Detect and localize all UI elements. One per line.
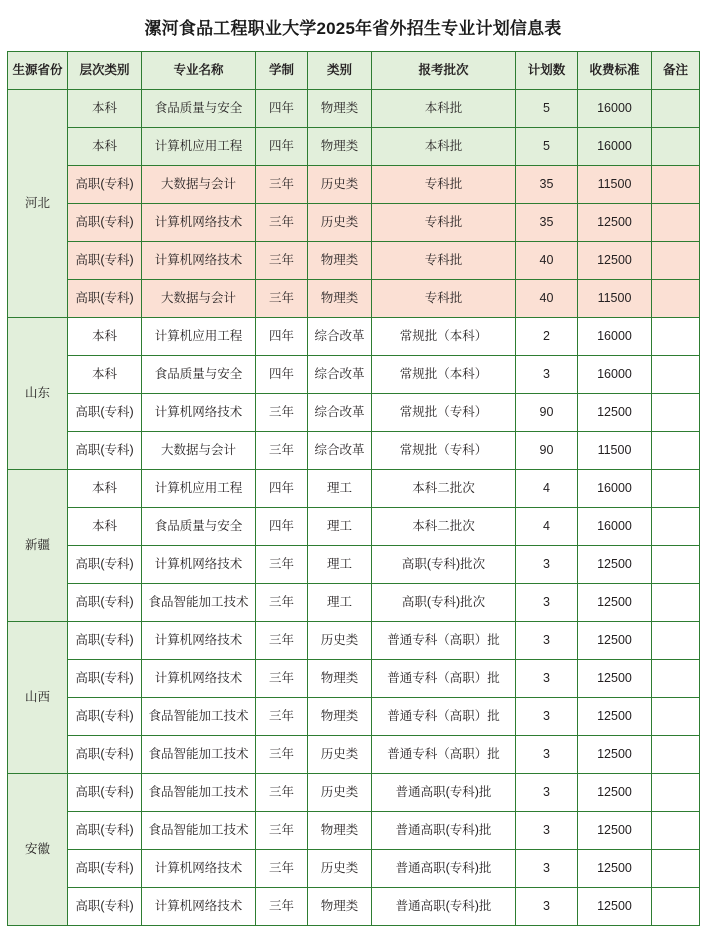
table-row [8, 394, 700, 432]
fee-cell: 16000 [578, 356, 652, 394]
fee-cell: 16000 [578, 90, 652, 128]
plan-count-cell: 3 [516, 850, 578, 888]
batch-cell: 高职(专科)批次 [372, 546, 516, 584]
fee-cell: 12500 [578, 584, 652, 622]
fee-cell: 11500 [578, 280, 652, 318]
table-row [8, 128, 700, 166]
plan-count-cell: 40 [516, 242, 578, 280]
major-cell: 食品智能加工技术 [142, 736, 256, 774]
table-row [8, 166, 700, 204]
plan-count-cell: 35 [516, 166, 578, 204]
province-cell: 安徽 [8, 774, 68, 926]
note-cell [652, 622, 700, 660]
level-cell: 高职(专科) [68, 698, 142, 736]
fee-cell: 12500 [578, 394, 652, 432]
table-row [8, 736, 700, 774]
category-cell: 综合改革 [308, 394, 372, 432]
column-header-note: 备注 [652, 52, 700, 90]
plan-count-cell: 3 [516, 812, 578, 850]
table-header [8, 52, 700, 90]
note-cell [652, 546, 700, 584]
major-cell: 计算机网络技术 [142, 394, 256, 432]
category-cell: 历史类 [308, 736, 372, 774]
category-cell: 综合改革 [308, 318, 372, 356]
column-header-years: 学制 [256, 52, 308, 90]
batch-cell: 常规批（专科） [372, 394, 516, 432]
batch-cell: 普通高职(专科)批 [372, 888, 516, 926]
major-cell: 计算机网络技术 [142, 888, 256, 926]
category-cell: 综合改革 [308, 356, 372, 394]
category-cell: 物理类 [308, 812, 372, 850]
years-cell: 三年 [256, 888, 308, 926]
major-cell: 大数据与会计 [142, 280, 256, 318]
table-row [8, 242, 700, 280]
years-cell: 三年 [256, 850, 308, 888]
fee-cell: 12500 [578, 812, 652, 850]
years-cell: 三年 [256, 432, 308, 470]
fee-cell: 16000 [578, 470, 652, 508]
years-cell: 三年 [256, 736, 308, 774]
level-cell: 高职(专科) [68, 546, 142, 584]
note-cell [652, 470, 700, 508]
table-row [8, 204, 700, 242]
major-cell: 计算机网络技术 [142, 850, 256, 888]
years-cell: 四年 [256, 470, 308, 508]
batch-cell: 普通专科（高职）批 [372, 622, 516, 660]
fee-cell: 12500 [578, 660, 652, 698]
batch-cell: 专科批 [372, 204, 516, 242]
table-row [8, 280, 700, 318]
note-cell [652, 698, 700, 736]
level-cell: 本科 [68, 508, 142, 546]
level-cell: 高职(专科) [68, 584, 142, 622]
category-cell: 历史类 [308, 850, 372, 888]
category-cell: 理工 [308, 584, 372, 622]
major-cell: 计算机应用工程 [142, 470, 256, 508]
province-cell: 山东 [8, 318, 68, 470]
category-cell: 理工 [308, 508, 372, 546]
major-cell: 计算机网络技术 [142, 204, 256, 242]
major-cell: 计算机网络技术 [142, 546, 256, 584]
column-header-fee: 收费标准 [578, 52, 652, 90]
category-cell: 历史类 [308, 622, 372, 660]
note-cell [652, 888, 700, 926]
note-cell [652, 508, 700, 546]
level-cell: 高职(专科) [68, 432, 142, 470]
note-cell [652, 204, 700, 242]
level-cell: 高职(专科) [68, 736, 142, 774]
plan-count-cell: 40 [516, 280, 578, 318]
table-row [8, 584, 700, 622]
major-cell: 食品智能加工技术 [142, 584, 256, 622]
category-cell: 物理类 [308, 280, 372, 318]
note-cell [652, 774, 700, 812]
years-cell: 四年 [256, 356, 308, 394]
column-header-batch: 报考批次 [372, 52, 516, 90]
plan-count-cell: 4 [516, 470, 578, 508]
table-body [8, 90, 700, 926]
table-row [8, 660, 700, 698]
years-cell: 三年 [256, 242, 308, 280]
province-cell: 河北 [8, 90, 68, 318]
years-cell: 三年 [256, 660, 308, 698]
plan-count-cell: 4 [516, 508, 578, 546]
fee-cell: 16000 [578, 128, 652, 166]
note-cell [652, 584, 700, 622]
note-cell [652, 432, 700, 470]
batch-cell: 常规批（本科） [372, 356, 516, 394]
major-cell: 计算机应用工程 [142, 128, 256, 166]
batch-cell: 本科二批次 [372, 508, 516, 546]
fee-cell: 12500 [578, 736, 652, 774]
category-cell: 物理类 [308, 242, 372, 280]
fee-cell: 12500 [578, 774, 652, 812]
batch-cell: 普通高职(专科)批 [372, 774, 516, 812]
batch-cell: 普通高职(专科)批 [372, 850, 516, 888]
years-cell: 三年 [256, 204, 308, 242]
column-header-level: 层次类别 [68, 52, 142, 90]
plan-count-cell: 5 [516, 90, 578, 128]
batch-cell: 本科批 [372, 90, 516, 128]
category-cell: 理工 [308, 470, 372, 508]
note-cell [652, 280, 700, 318]
batch-cell: 普通专科（高职）批 [372, 698, 516, 736]
fee-cell: 11500 [578, 432, 652, 470]
years-cell: 四年 [256, 318, 308, 356]
years-cell: 四年 [256, 508, 308, 546]
years-cell: 三年 [256, 546, 308, 584]
column-header-province: 生源省份 [8, 52, 68, 90]
major-cell: 计算机应用工程 [142, 318, 256, 356]
batch-cell: 普通专科（高职）批 [372, 660, 516, 698]
batch-cell: 专科批 [372, 280, 516, 318]
table-header-row [8, 52, 700, 90]
level-cell: 高职(专科) [68, 850, 142, 888]
category-cell: 历史类 [308, 166, 372, 204]
category-cell: 综合改革 [308, 432, 372, 470]
category-cell: 物理类 [308, 698, 372, 736]
years-cell: 三年 [256, 394, 308, 432]
enrollment-plan-table [7, 51, 700, 926]
fee-cell: 16000 [578, 318, 652, 356]
fee-cell: 16000 [578, 508, 652, 546]
table-row [8, 888, 700, 926]
category-cell: 物理类 [308, 90, 372, 128]
note-cell [652, 128, 700, 166]
level-cell: 本科 [68, 470, 142, 508]
table-row [8, 90, 700, 128]
major-cell: 食品智能加工技术 [142, 774, 256, 812]
note-cell [652, 242, 700, 280]
batch-cell: 专科批 [372, 166, 516, 204]
years-cell: 三年 [256, 622, 308, 660]
table-row [8, 812, 700, 850]
batch-cell: 常规批（专科） [372, 432, 516, 470]
category-cell: 理工 [308, 546, 372, 584]
batch-cell: 普通高职(专科)批 [372, 812, 516, 850]
major-cell: 食品智能加工技术 [142, 698, 256, 736]
fee-cell: 12500 [578, 622, 652, 660]
level-cell: 高职(专科) [68, 204, 142, 242]
category-cell: 历史类 [308, 204, 372, 242]
years-cell: 三年 [256, 812, 308, 850]
table-row [8, 432, 700, 470]
note-cell [652, 812, 700, 850]
province-cell: 新疆 [8, 470, 68, 622]
major-cell: 食品质量与安全 [142, 90, 256, 128]
table-row [8, 850, 700, 888]
level-cell: 高职(专科) [68, 888, 142, 926]
major-cell: 大数据与会计 [142, 432, 256, 470]
category-cell: 物理类 [308, 128, 372, 166]
note-cell [652, 736, 700, 774]
plan-count-cell: 3 [516, 660, 578, 698]
category-cell: 物理类 [308, 888, 372, 926]
major-cell: 大数据与会计 [142, 166, 256, 204]
batch-cell: 常规批（本科） [372, 318, 516, 356]
plan-count-cell: 3 [516, 584, 578, 622]
fee-cell: 12500 [578, 242, 652, 280]
batch-cell: 专科批 [372, 242, 516, 280]
major-cell: 食品质量与安全 [142, 508, 256, 546]
level-cell: 本科 [68, 318, 142, 356]
table-row [8, 508, 700, 546]
major-cell: 计算机网络技术 [142, 622, 256, 660]
major-cell: 食品智能加工技术 [142, 812, 256, 850]
plan-count-cell: 3 [516, 774, 578, 812]
province-cell: 山西 [8, 622, 68, 774]
level-cell: 高职(专科) [68, 166, 142, 204]
plan-count-cell: 90 [516, 394, 578, 432]
fee-cell: 12500 [578, 850, 652, 888]
years-cell: 三年 [256, 280, 308, 318]
level-cell: 高职(专科) [68, 394, 142, 432]
column-header-major: 专业名称 [142, 52, 256, 90]
fee-cell: 12500 [578, 698, 652, 736]
plan-count-cell: 3 [516, 888, 578, 926]
table-row [8, 622, 700, 660]
years-cell: 四年 [256, 128, 308, 166]
fee-cell: 12500 [578, 546, 652, 584]
level-cell: 高职(专科) [68, 280, 142, 318]
major-cell: 计算机网络技术 [142, 660, 256, 698]
note-cell [652, 166, 700, 204]
plan-count-cell: 5 [516, 128, 578, 166]
years-cell: 三年 [256, 698, 308, 736]
level-cell: 高职(专科) [68, 774, 142, 812]
batch-cell: 高职(专科)批次 [372, 584, 516, 622]
plan-count-cell: 35 [516, 204, 578, 242]
note-cell [652, 850, 700, 888]
plan-count-cell: 90 [516, 432, 578, 470]
plan-count-cell: 3 [516, 622, 578, 660]
fee-cell: 11500 [578, 166, 652, 204]
note-cell [652, 90, 700, 128]
years-cell: 三年 [256, 584, 308, 622]
level-cell: 本科 [68, 90, 142, 128]
plan-count-cell: 3 [516, 546, 578, 584]
category-cell: 历史类 [308, 774, 372, 812]
level-cell: 本科 [68, 356, 142, 394]
batch-cell: 本科批 [372, 128, 516, 166]
major-cell: 食品质量与安全 [142, 356, 256, 394]
plan-count-cell: 2 [516, 318, 578, 356]
table-row [8, 546, 700, 584]
table-row [8, 318, 700, 356]
level-cell: 高职(专科) [68, 812, 142, 850]
column-header-category: 类别 [308, 52, 372, 90]
note-cell [652, 394, 700, 432]
table-row [8, 698, 700, 736]
category-cell: 物理类 [308, 660, 372, 698]
batch-cell: 本科二批次 [372, 470, 516, 508]
plan-count-cell: 3 [516, 356, 578, 394]
table-row [8, 470, 700, 508]
fee-cell: 12500 [578, 204, 652, 242]
table-row [8, 774, 700, 812]
note-cell [652, 356, 700, 394]
years-cell: 四年 [256, 90, 308, 128]
years-cell: 三年 [256, 774, 308, 812]
level-cell: 高职(专科) [68, 660, 142, 698]
note-cell [652, 318, 700, 356]
plan-count-cell: 3 [516, 698, 578, 736]
note-cell [652, 660, 700, 698]
batch-cell: 普通专科（高职）批 [372, 736, 516, 774]
level-cell: 高职(专科) [68, 622, 142, 660]
column-header-plan-count: 计划数 [516, 52, 578, 90]
major-cell: 计算机网络技术 [142, 242, 256, 280]
fee-cell: 12500 [578, 888, 652, 926]
table-row [8, 356, 700, 394]
level-cell: 本科 [68, 128, 142, 166]
plan-count-cell: 3 [516, 736, 578, 774]
level-cell: 高职(专科) [68, 242, 142, 280]
page-title: 漯河食品工程职业大学2025年省外招生专业计划信息表 [144, 19, 562, 38]
years-cell: 三年 [256, 166, 308, 204]
